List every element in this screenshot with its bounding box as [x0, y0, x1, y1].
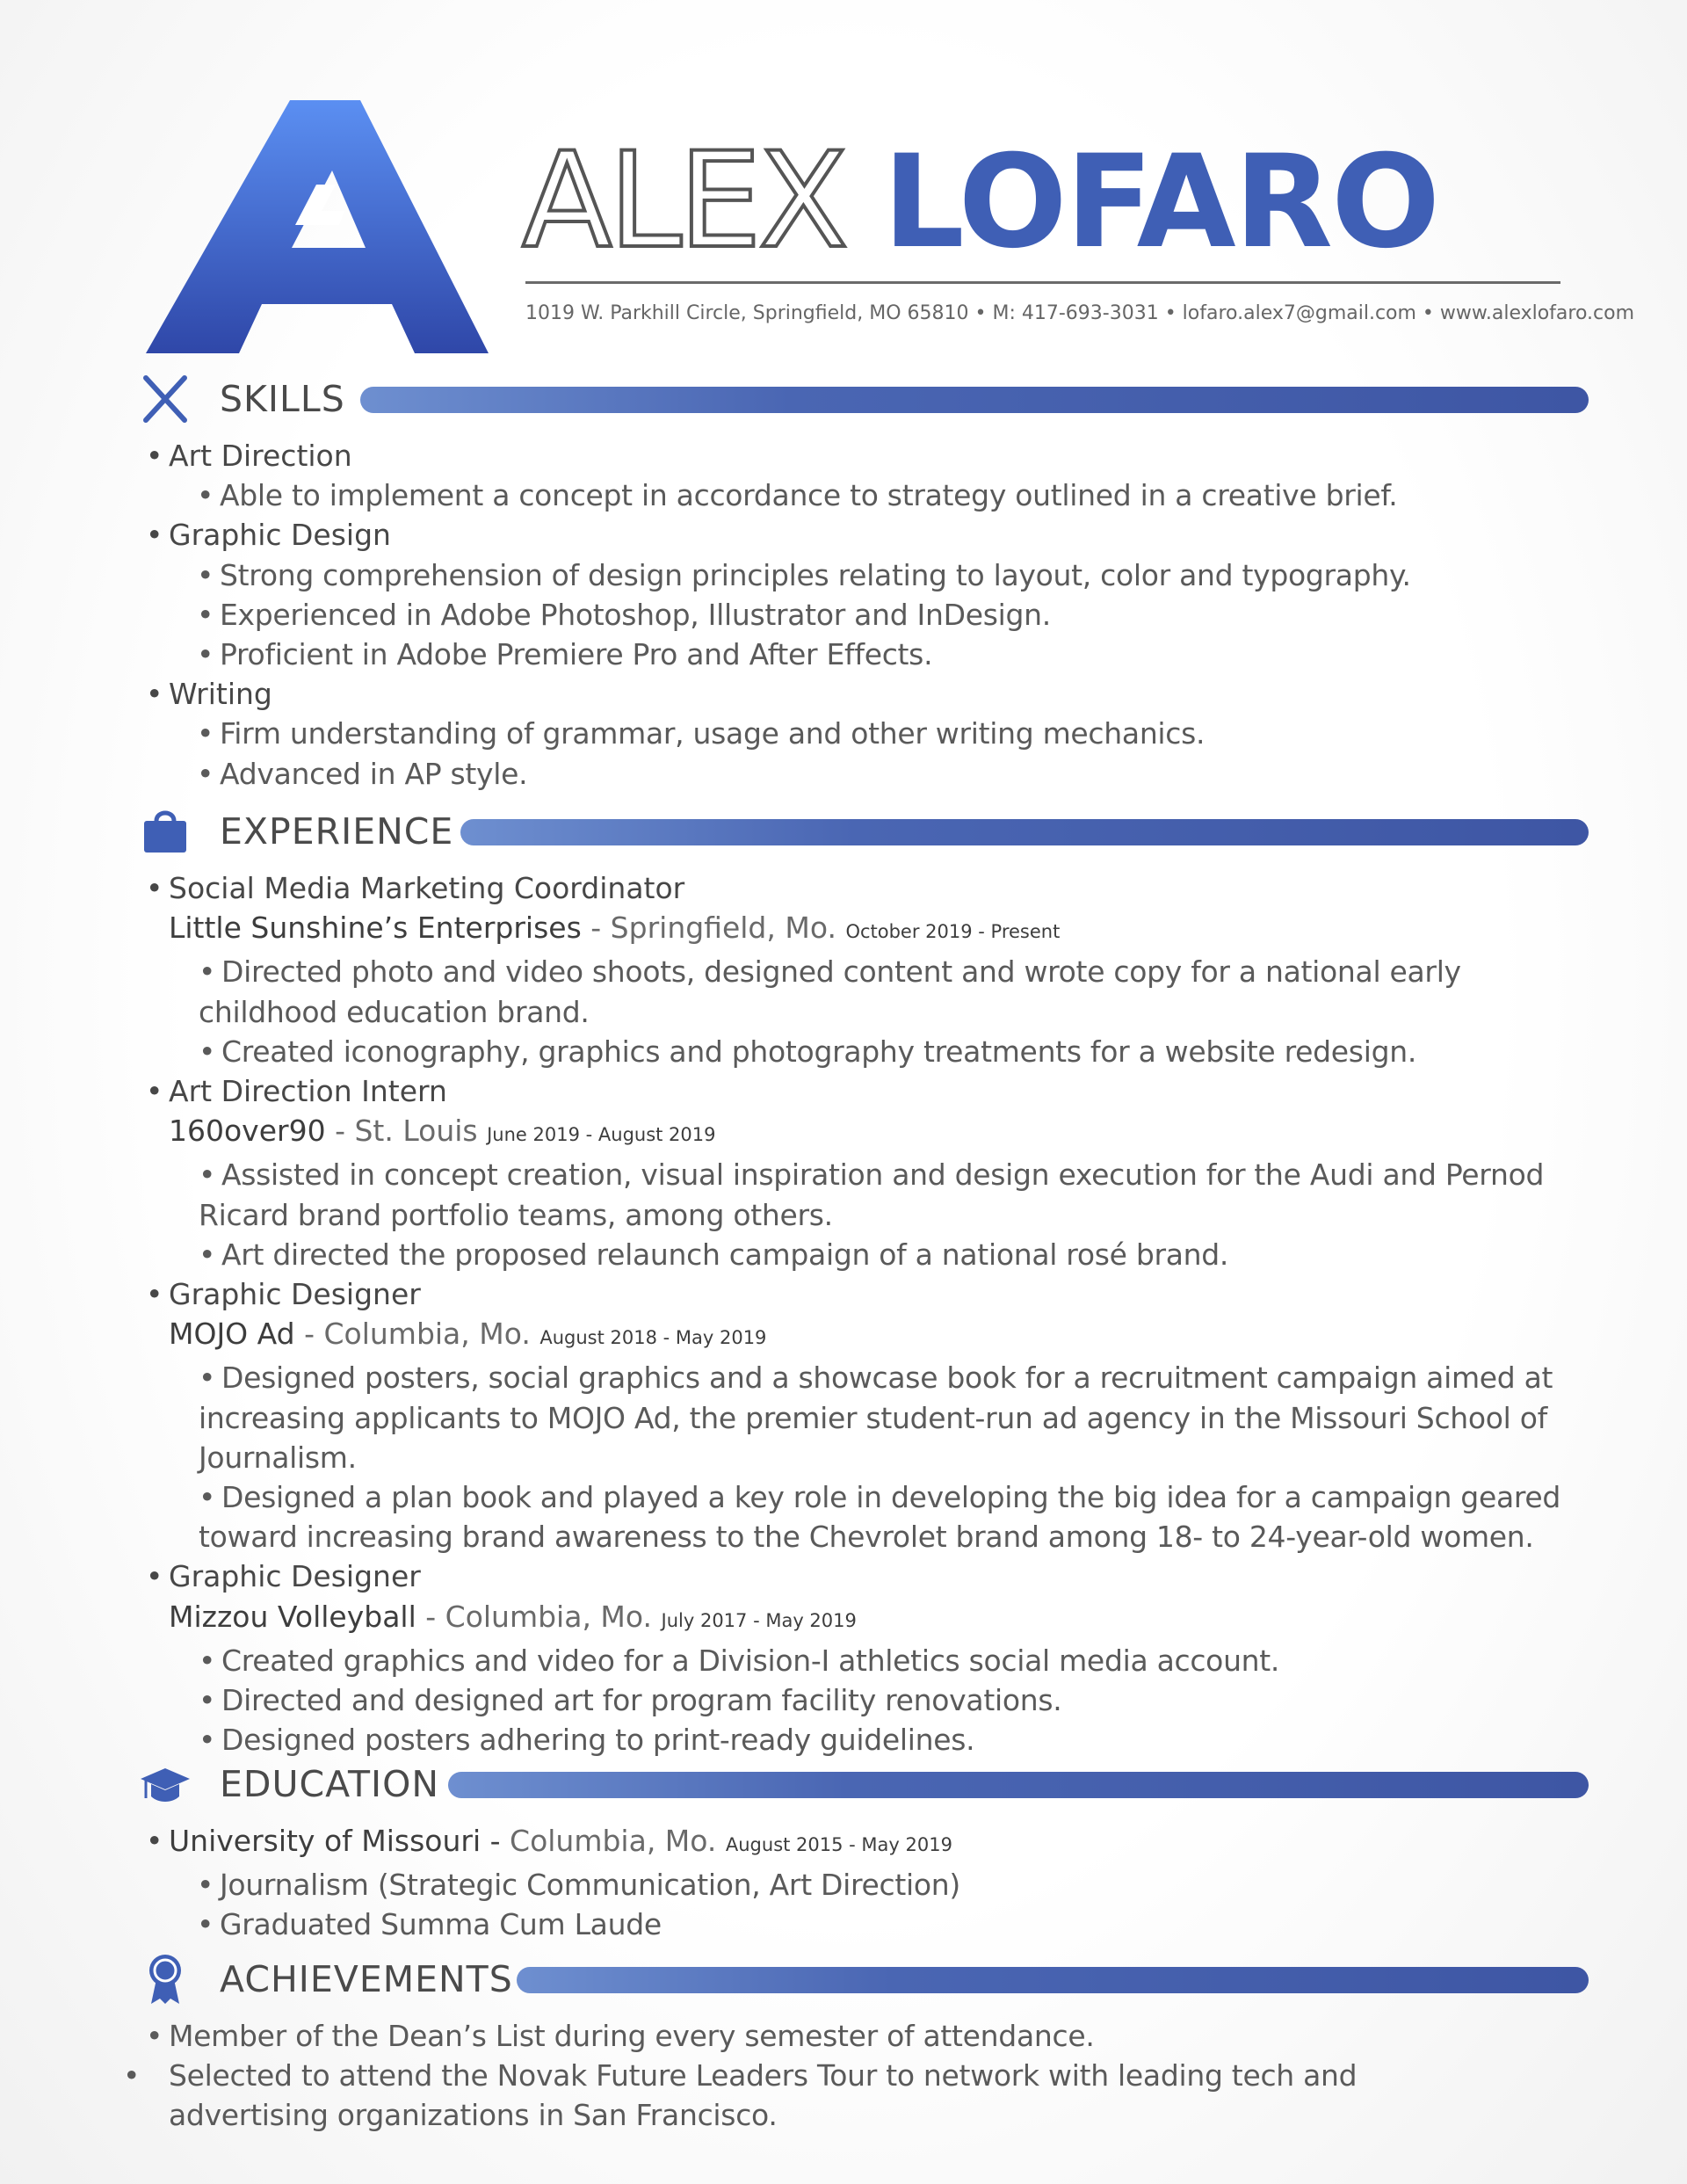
experience-divider-bar	[460, 819, 1589, 845]
job-item: • Designed posters, social graphics and a showcase book for a recruitment campaign aimed at increasing applicants to MOJO Ad, the premier student-run ad agency in the Missouri School of Journalism.	[199, 1360, 1553, 1475]
education-section-header	[139, 1758, 1589, 1810]
briefcase-icon	[139, 805, 192, 858]
skill-item: • Experienced in Adobe Photoshop, Illustrator and InDesign.	[197, 597, 1051, 632]
education-content	[146, 1821, 1604, 1945]
skills-divider-bar	[360, 387, 1589, 413]
last-name: LOFARO	[882, 127, 1439, 277]
logo-a-monogram	[141, 97, 492, 360]
achievement-item: • Member of the Dean’s List during every semester of attendance.	[146, 2019, 1095, 2053]
skill-group: • Art Direction	[146, 439, 352, 473]
name-heading	[522, 123, 1438, 277]
skill-item: • Able to implement a concept in accordance to strategy outlined in a creative brief.	[197, 478, 1398, 513]
skills-title: SKILLS	[220, 378, 345, 420]
contact-info: 1019 W. Parkhill Circle, Springfield, MO 65810 • M: 417-693-3031 • lofaro.alex7@gmail.com • www.alexlofaro.com	[525, 302, 1635, 324]
achievements-divider-bar	[517, 1967, 1589, 1993]
skill-item: • Proficient in Adobe Premiere Pro and After Effects.	[197, 637, 933, 672]
achievements-section-header	[139, 1953, 1589, 2006]
job-item: • Assisted in concept creation, visual inspiration and design execution for the Audi and Pernod Ricard brand portfolio teams, among others.	[199, 1157, 1545, 1232]
job-item: • Directed photo and video shoots, designed content and wrote copy for a national early childhood education brand.	[199, 954, 1461, 1029]
achievements-title: ACHIEVEMENTS	[220, 1958, 513, 2000]
graduation-cap-icon	[139, 1758, 192, 1810]
school-line: • University of Missouri - Columbia, Mo. August 2015 - May 2019	[146, 1824, 952, 1858]
education-item: • Graduated Summa Cum Laude	[197, 1907, 662, 1942]
education-title: EDUCATION	[220, 1763, 440, 1805]
achievements-content	[123, 2016, 1604, 2136]
job-item: • Created graphics and video for a Division-I athletics social media account.	[199, 1643, 1280, 1678]
skill-group: • Graphic Design	[146, 518, 391, 553]
skills-section-header	[139, 373, 1589, 425]
skill-group: • Writing	[146, 677, 272, 712]
name-divider	[525, 281, 1560, 284]
experience-content	[146, 868, 1604, 1760]
experience-title: EXPERIENCE	[220, 810, 454, 853]
job-role: • Social Media Marketing Coordinator	[146, 871, 685, 905]
education-divider-bar	[448, 1772, 1589, 1798]
job-org-line: Mizzou Volleyball - Columbia, Mo. July 2017 - May 2019	[169, 1599, 857, 1634]
job-item: • Designed a plan book and played a key role in developing the big idea for a campaign geared toward increasing brand awareness to the Chevrolet brand among 18- to 24-year-old women.	[199, 1480, 1561, 1555]
skills-content	[146, 436, 1604, 794]
first-name: ALEX	[522, 125, 845, 278]
job-item: • Art directed the proposed relaunch campaign of a national rosé brand.	[199, 1237, 1229, 1272]
job-org-line: MOJO Ad - Columbia, Mo. August 2018 - May 2019	[169, 1317, 767, 1352]
achievement-item: • Selected to attend the Novak Future Leaders Tour to network with leading tech and advertising organizations in San Francisco.	[123, 2058, 1358, 2133]
job-role: • Graphic Designer	[146, 1559, 421, 1594]
job-role: • Graphic Designer	[146, 1277, 421, 1312]
job-org-line: 160over90 - St. Louis June 2019 - August 2019	[169, 1114, 716, 1149]
award-ribbon-icon	[139, 1953, 192, 2006]
job-role: • Art Direction Intern	[146, 1074, 447, 1109]
experience-section-header	[139, 805, 1589, 858]
skill-item: • Firm understanding of grammar, usage and other writing mechanics.	[197, 716, 1206, 751]
skill-item: • Strong comprehension of design principles relating to layout, color and typography.	[197, 557, 1411, 592]
skill-item: • Advanced in AP style.	[197, 756, 528, 791]
job-item: • Directed and designed art for program facility renovations.	[199, 1683, 1062, 1718]
pencils-crossed-icon	[139, 373, 192, 425]
job-item: • Created iconography, graphics and photography treatments for a website redesign.	[199, 1034, 1417, 1069]
education-item: • Journalism (Strategic Communication, Art Direction)	[197, 1868, 960, 1903]
job-item: • Designed posters adhering to print-ready guidelines.	[199, 1723, 975, 1758]
job-org-line: Little Sunshine’s Enterprises - Springfield, Mo. October 2019 - Present	[169, 911, 1061, 946]
